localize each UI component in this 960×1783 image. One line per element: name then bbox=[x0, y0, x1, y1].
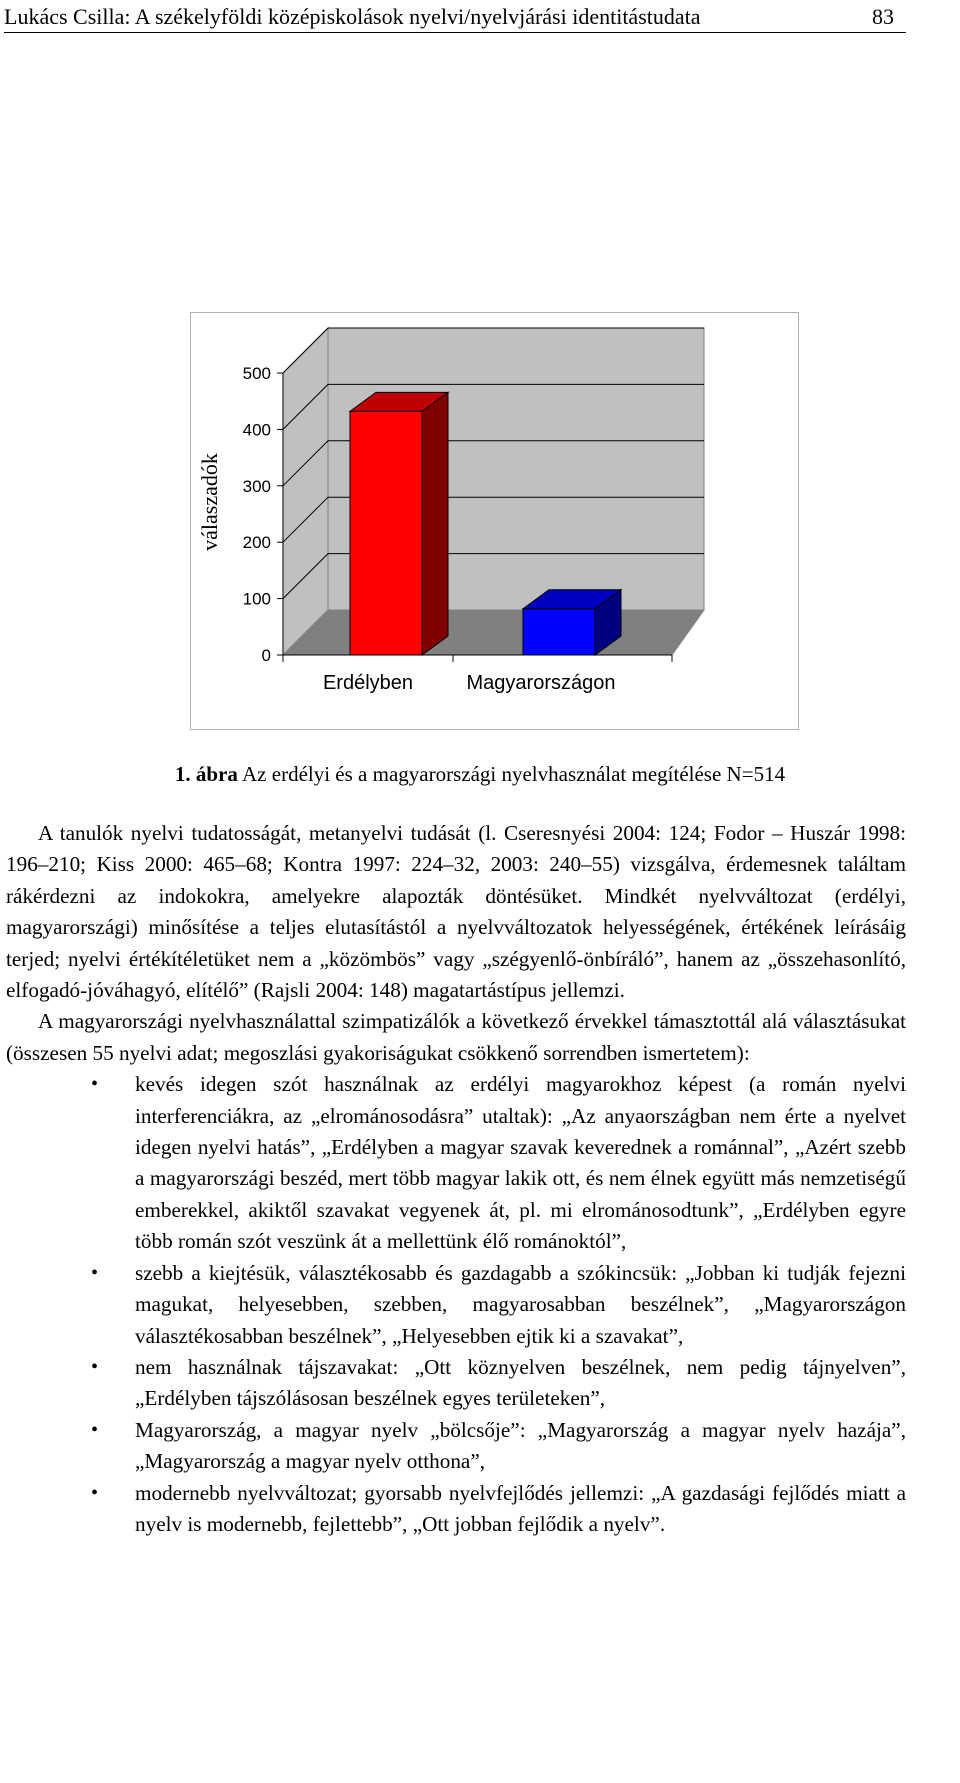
running-title: Lukács Csilla: A székelyföldi középiskolások nyelvi/nyelvjárási identitástudata bbox=[4, 4, 701, 29]
y-tick-label: 400 bbox=[242, 420, 271, 440]
paragraph-2: A magyarországi nyelvhasználattal szimpatizálók a következő érvekkel támasztottál alá választásukat (összesen 55 nyelvi adat; megoszlási gyakoriságukat csökkenő sorrendben ismertetem): bbox=[6, 1009, 906, 1065]
list-item bbox=[91, 1258, 906, 1352]
bar bbox=[523, 609, 595, 655]
caption-text: Az erdélyi és a magyarországi nyelvhasználat megítélése N=514 bbox=[242, 762, 786, 786]
list-item-text: nem használnak tájszavakat: „Ott köznyelven beszélnek, nem pedig tájnyelven”, „Erdélyben tájszólásosan beszélnek egyes területeken”, bbox=[135, 1354, 906, 1411]
chart-canvas bbox=[191, 313, 798, 729]
bar-chart bbox=[190, 312, 799, 730]
running-header bbox=[4, 2, 906, 33]
bullet-icon: • bbox=[91, 1481, 99, 1504]
body-text bbox=[6, 818, 906, 1540]
y-tick-label: 300 bbox=[242, 476, 271, 496]
bullet-icon: • bbox=[91, 1261, 99, 1284]
paragraph-1: A tanulók nyelvi tudatosságát, metanyelvi tudását (l. Cseresnyési 2004: 124; Fodor – Huszár 1998: 196–210; Kiss 2000: 465–68; Kontra 1997: 224–32, 2003: 240–55) vizsgálva, érdemesnek találtam rákérdezni az indokokra, amelyekre alapozták döntésüket. Mindkét nyelvváltozat (erdélyi, magyarországi) minősítése a teljes elutasítástól a nyelvváltozatok helyességének, értékének leírásáig terjed; nyelvi értékítéletüket nem a „közömbös” vagy „szégyenlő-önbíráló”, hanem az „összehasonlító, elfogadó-jóváhagyó, elítélő” (Rajsli 2004: 148) magatartástípus jellemzi. bbox=[6, 821, 906, 1003]
bar bbox=[350, 411, 422, 655]
bullet-icon: • bbox=[91, 1355, 99, 1378]
bullet-list bbox=[6, 1069, 906, 1540]
bullet-icon: • bbox=[91, 1073, 99, 1096]
list-item bbox=[91, 1478, 906, 1541]
y-tick-label: 100 bbox=[242, 589, 271, 609]
list-item-text: Magyarország, a magyar nyelv „bölcsője”: „Magyarország a magyar nyelv hazája”, „Magyarország a magyar nyelv otthona”, bbox=[135, 1417, 906, 1474]
list-item bbox=[91, 1352, 906, 1415]
y-axis-label: válaszadók bbox=[197, 453, 222, 551]
floor bbox=[283, 610, 704, 655]
list-item-text: kevés idegen szót használnak az erdélyi magyarokhoz képest (a román nyelvi interferenciákra, az „elrománosodásra” utaltak): „Az anyaországban nem érte a nyelvet idegen nyelvi hatás”, „Erdélyben a magyar szavak keverednek a románnal”, „Azért szebb a magyarországi beszéd, mert több magyar lakik ott, és nem élnek együtt más nemzetiségű emberekkel, akiktől szavakat vegyenek át, pl. mi elrománosodtunk”, „Erdélyben egyre több román szót veszünk át a mellettünk élő románoktól”, bbox=[135, 1072, 906, 1254]
y-tick-label: 500 bbox=[242, 364, 271, 383]
list-item-text: szebb a kiejtésük, választékosabb és gazdagabb a szókincsük: „Jobban ki tudják fejezni magukat, helyesebben, szebben, magyarosabban beszélnek”, „Magyarországon választékosabban beszélnek”, „Helyesebben ejtik ki a szavakat”, bbox=[135, 1260, 906, 1348]
page-number: 83 bbox=[872, 4, 894, 29]
x-tick-label: Magyarországon bbox=[466, 672, 616, 694]
list-item-text: modernebb nyelvváltozat; gyorsabb nyelvfejlődés jellemzi: „A gazdasági fejlődés miatt a nyelv is modernebb, fejlettebb”, „Ott jobban fejlődik a nyelv”. bbox=[135, 1480, 906, 1536]
list-item bbox=[91, 1069, 906, 1257]
y-tick-label: 200 bbox=[242, 533, 271, 553]
bar-side bbox=[422, 392, 448, 655]
list-item bbox=[91, 1415, 906, 1478]
bullet-icon: • bbox=[91, 1418, 99, 1441]
figure-caption bbox=[0, 760, 960, 788]
y-tick-label: 0 bbox=[261, 646, 271, 665]
caption-label: 1. ábra bbox=[174, 762, 238, 786]
side-wall bbox=[283, 328, 328, 655]
x-tick-label: Erdélyben bbox=[322, 672, 414, 694]
